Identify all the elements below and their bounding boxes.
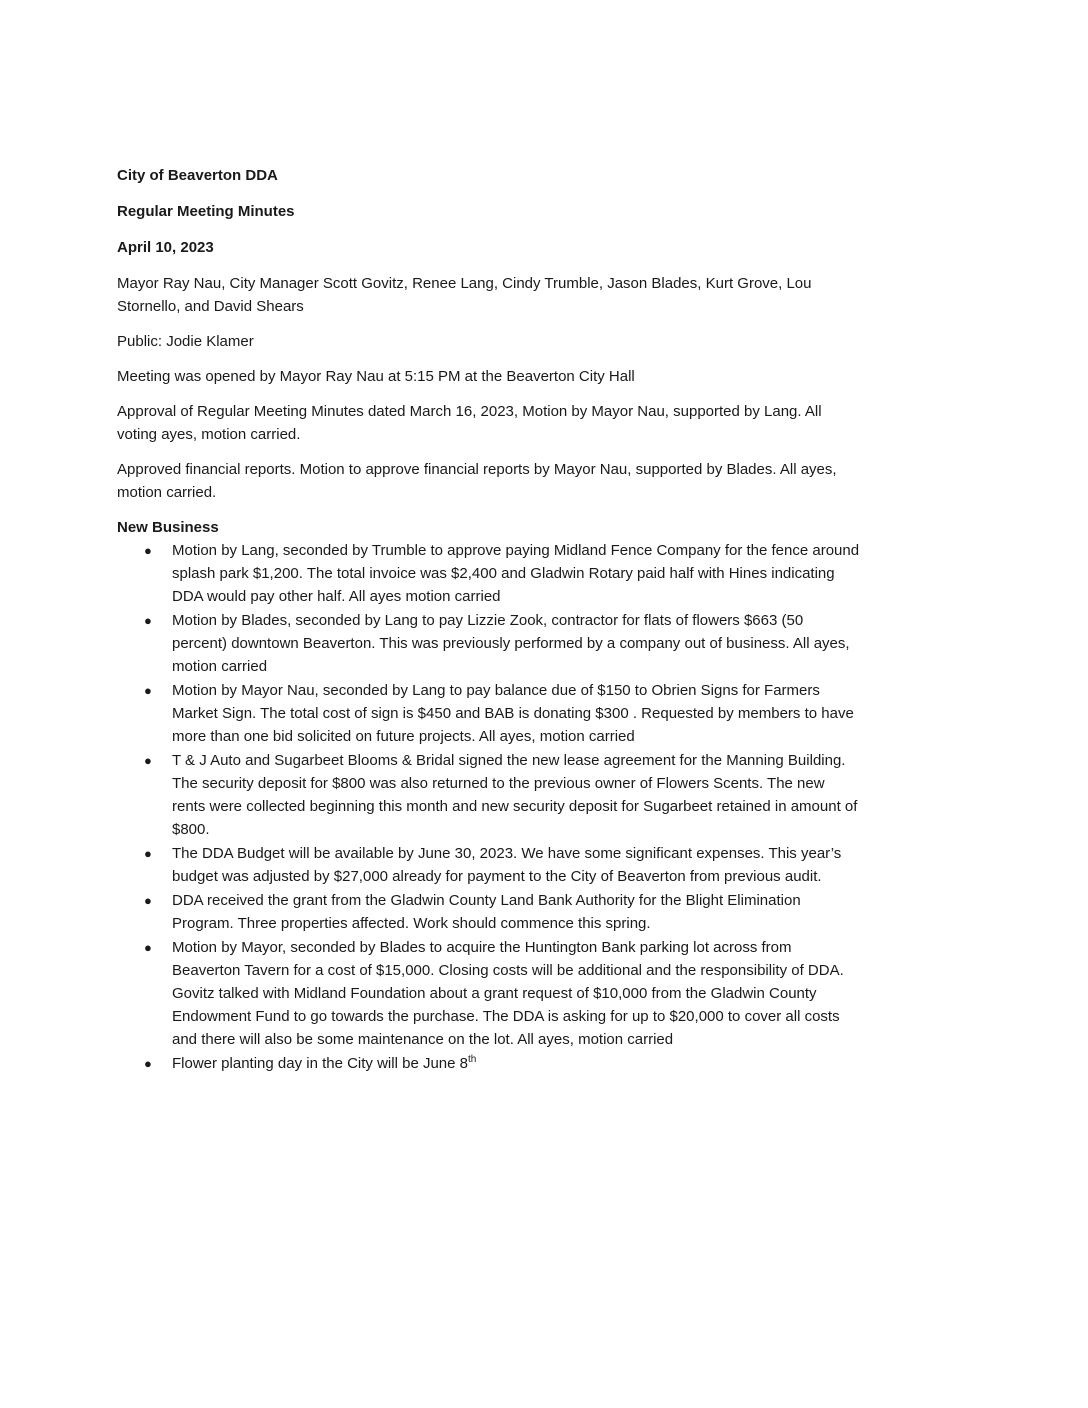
list-item-text: Motion by Mayor, seconded by Blades to acquire the Huntington Bank parking lot across from Beaverton Tavern for a cost of $15,000. Closing costs will be additional and the responsibility of DDA. Govitz talked with Midland Foundation about a grant request of $10,000 from the Gladwin County Endowment Fund to go towards the purchase. The DDA is asking for up to $20,000 to cover all costs and there will also be some maintenance on the lot. All ayes, motion carried xyxy=(172,939,844,1048)
new-business-heading: New Business xyxy=(117,519,219,536)
bullet-icon: ● xyxy=(144,940,152,955)
list-item-text: Motion by Blades, seconded by Lang to pay Lizzie Zook, contractor for flats of flowers $663 (50 percent) downtown Beaverton. This was previously performed by a company out of business. All ayes, motion carried xyxy=(172,612,850,675)
meeting-opening: Meeting was opened by Mayor Ray Nau at 5:15 PM at the Beaverton City Hall xyxy=(117,368,635,385)
bullet-icon: ● xyxy=(144,846,152,861)
bullet-icon: ● xyxy=(144,683,152,698)
list-item xyxy=(117,539,862,608)
list-item-text: The DDA Budget will be available by June 30, 2023. We have some significant expenses. This year’s budget was adjusted by $27,000 already for payment to the City of Beaverton from previous audit. xyxy=(172,845,842,885)
list-item xyxy=(117,936,862,1051)
list-item-text: T & J Auto and Sugarbeet Blooms & Bridal signed the new lease agreement for the Manning Building. The security deposit for $800 was also returned to the previous owner of Flowers Scents. The new rents were collected beginning this month and new security deposit for Sugarbeet retained in amount of $800. xyxy=(172,752,858,838)
list-item xyxy=(117,609,862,678)
list-item xyxy=(117,749,862,841)
financial-approval: Approved financial reports. Motion to approve financial reports by Mayor Nau, supported by Blades. All ayes, motion carried. xyxy=(117,461,837,501)
minutes-document xyxy=(117,164,862,1076)
ordinal-suffix: th xyxy=(468,1054,477,1065)
list-item xyxy=(117,842,862,888)
list-item xyxy=(117,889,862,935)
list-item-text: Flower planting day in the City will be June 8 xyxy=(172,1055,468,1072)
minutes-approval: Approval of Regular Meeting Minutes dated March 16, 2023, Motion by Mayor Nau, supported by Lang. All voting ayes, motion carried. xyxy=(117,403,822,443)
bullet-icon: ● xyxy=(144,1056,152,1071)
bullet-icon: ● xyxy=(144,543,152,558)
public-attendees: Public: Jodie Klamer xyxy=(117,333,254,350)
bullet-icon: ● xyxy=(144,893,152,908)
bullet-icon: ● xyxy=(144,753,152,768)
document-type: Regular Meeting Minutes xyxy=(117,203,295,220)
list-item-text: DDA received the grant from the Gladwin County Land Bank Authority for the Blight Elimination Program. Three properties affected. Work should commence this spring. xyxy=(172,892,801,932)
meeting-date: April 10, 2023 xyxy=(117,239,214,256)
list-item xyxy=(117,679,862,748)
list-item xyxy=(117,1052,862,1075)
attendees-list: Mayor Ray Nau, City Manager Scott Govitz, Renee Lang, Cindy Trumble, Jason Blades, Kurt Grove, Lou Stornello, and David Shears xyxy=(117,275,812,315)
list-item-text: Motion by Lang, seconded by Trumble to approve paying Midland Fence Company for the fence around splash park $1,200. The total invoice was $2,400 and Gladwin Rotary paid half with Hines indicating DDA would pay other half. All ayes motion carried xyxy=(172,542,860,605)
bullet-icon: ● xyxy=(144,613,152,628)
list-item-text: Motion by Mayor Nau, seconded by Lang to pay balance due of $150 to Obrien Signs for Farmers Market Sign. The total cost of sign is $450 and BAB is donating $300 . Requested by members to have more than one bid solicited on future projects. All ayes, motion carried xyxy=(172,682,854,745)
org-title: City of Beaverton DDA xyxy=(117,167,278,184)
new-business-list xyxy=(117,539,862,1075)
